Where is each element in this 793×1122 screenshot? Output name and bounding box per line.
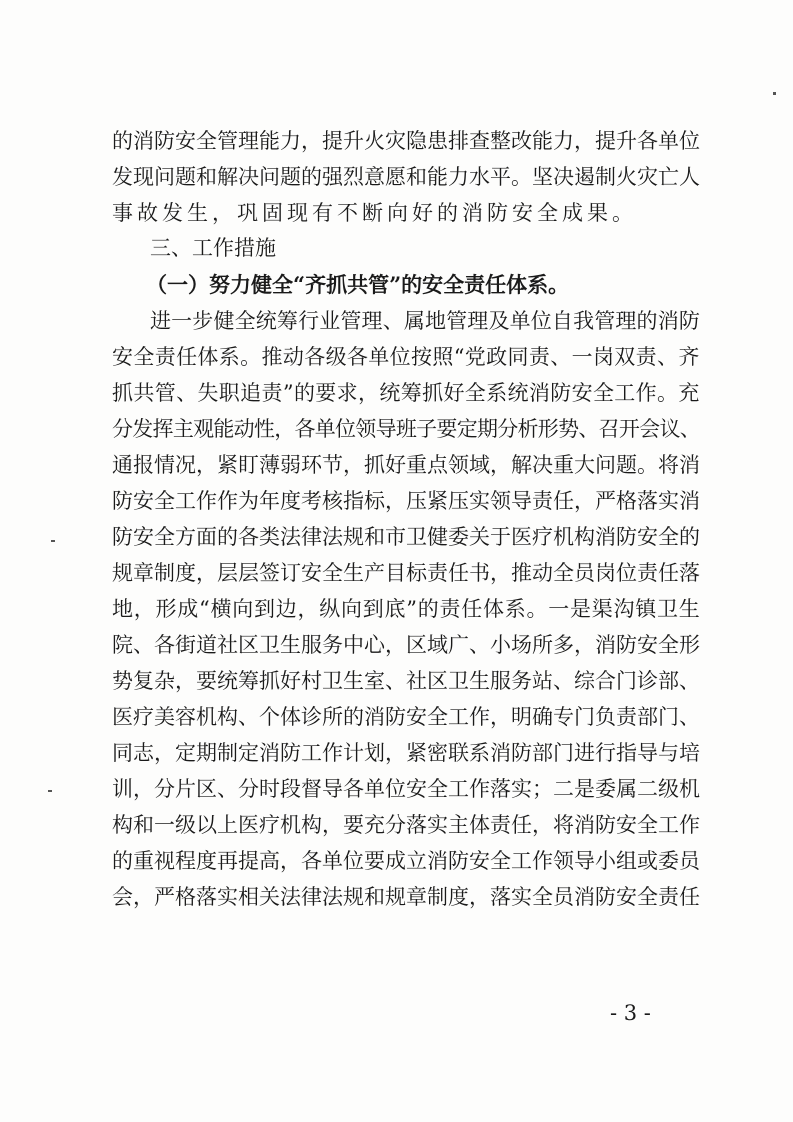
body-text-line: 发现问题和解决问题的强烈意愿和能力水平。坚决遏制火灾亡人 (112, 165, 700, 189)
body-text-line: 进一步健全统筹行业管理、属地管理及单位自我管理的消防 (150, 309, 700, 333)
body-text-line: 防安全方面的各类法律法规和市卫健委关于医疗机构消防安全的 (112, 525, 700, 549)
body-text-line: 会，严格落实相关法律法规和规章制度，落实全员消防安全责任 (112, 885, 700, 909)
scan-mark (48, 790, 52, 792)
body-text-line: 医疗美容机构、个体诊所的消防安全工作，明确专门负责部门、 (112, 705, 700, 729)
body-text-line: 抓共管、失职追责”的要求，统筹抓好全系统消防安全工作。充 (112, 381, 700, 405)
body-text-line: 的重视程度再提高，各单位要成立消防安全工作领导小组或委员 (112, 849, 700, 873)
body-text-line: 院、各街道社区卫生服务中心，区域广、小场所多，消防安全形 (112, 633, 700, 657)
body-text-line: 防安全工作作为年度考核指标，压紧压实领导责任，严格落实消 (112, 489, 700, 513)
body-text-line: 通报情况，紧盯薄弱环节，抓好重点领域，解决重大问题。将消 (112, 453, 700, 477)
body-text-line: 同志，定期制定消防工作计划，紧密联系消防部门进行指导与培 (112, 741, 700, 765)
body-text-line: 势复杂，要统筹抓好村卫生室、社区卫生服务站、综合门诊部、 (112, 669, 700, 693)
body-text-line: 地，形成“横向到边，纵向到底”的责任体系。一是渠沟镇卫生 (112, 597, 701, 621)
scan-mark (773, 92, 776, 95)
body-text-line: 构和一级以上医疗机构，要充分落实主体责任，将消防安全工作 (112, 813, 700, 837)
body-text-line: 事故发生，巩固现有不断向好的消防安全成果。 (112, 201, 637, 225)
body-text-line: 规章制度，层层签订安全生产目标责任书，推动全员岗位责任落 (112, 561, 700, 585)
body-text-line: 的消防安全管理能力，提升火灾隐患排查整改能力，提升各单位 (112, 129, 700, 153)
scan-mark (51, 540, 55, 542)
body-text-line: 训，分片区、分时段督导各单位安全工作落实；二是委属二级机 (112, 777, 700, 801)
section-heading: 三、工作措施 (150, 236, 276, 260)
page-number: - 3 - (610, 1001, 651, 1025)
subsection-heading: （一）努力健全“齐抓共管”的安全责任体系。 (146, 272, 570, 297)
body-text-line: 安全责任体系。推动各级各单位按照“党政同责、一岗双责、齐 (112, 345, 700, 369)
body-text-line: 分发挥主观能动性，各单位领导班子要定期分析形势、召开会议、 (112, 417, 700, 441)
